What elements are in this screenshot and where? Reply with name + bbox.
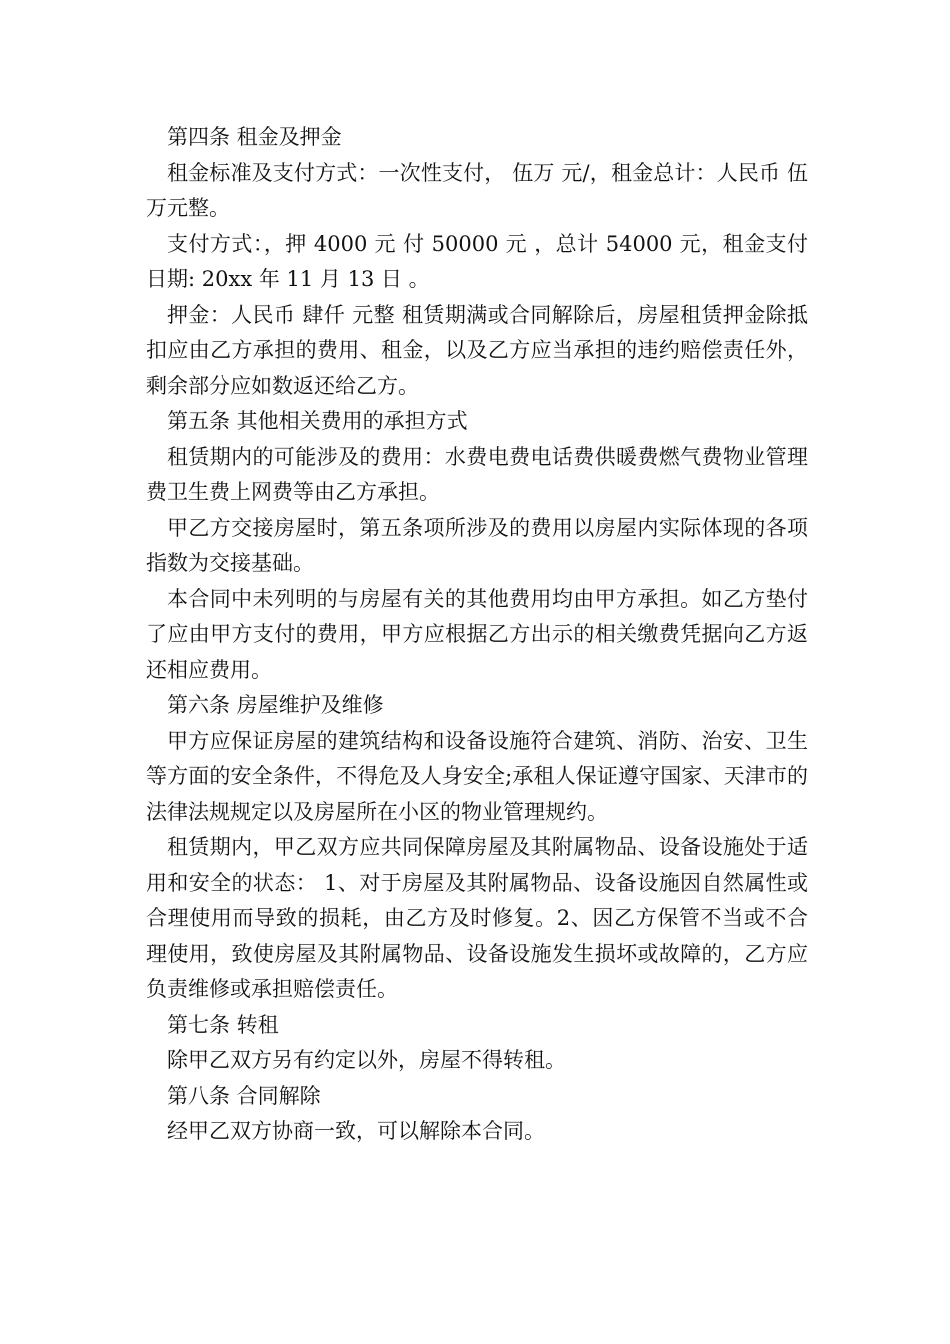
rent-standard-paragraph: 租金标准及支付方式：一次性支付， 伍万 元/，租金总计：人民币 伍万元整。	[146, 160, 808, 220]
deposit-paragraph: 押金：人民币 肆仟 元整 租赁期满或合同解除后，房屋租赁押金除抵扣应由乙方承担的费用、租金，以及乙方应当承担的违约赔偿责任外，剩余部分应如数返还给乙方。	[146, 302, 808, 398]
article-5-heading: 第五条 其他相关费用的承担方式	[167, 409, 468, 433]
article-8-heading: 第八条 合同解除	[167, 1083, 321, 1108]
maintenance-paragraph: 租赁期内，甲乙双方应共同保障房屋及其附属物品、设备设施处于适用和安全的状态： 1、对于房屋及其附属物品、设备设施因自然属性或合理使用而导致的损耗，由乙方及时修复。2、因乙方保管不当或不合理使用，致使房屋及其附属物品、设备设施发生损坏或故障的，乙方应负责维修或承担赔偿责任。	[146, 835, 808, 1001]
lease-fees-paragraph: 租赁期内的可能涉及的费用：水费电费电话费供暖费燃气费物业管理费卫生费上网费等由乙方承担。	[146, 444, 808, 504]
article-7-heading: 第七条 转租	[167, 1012, 279, 1037]
termination-paragraph: 经甲乙双方协商一致，可以解除本合同。	[167, 1119, 545, 1143]
handover-paragraph: 甲乙方交接房屋时，第五条项所涉及的费用以房屋内实际体现的各项指数为交接基础。	[146, 515, 808, 575]
other-fees-paragraph: 本合同中未列明的与房屋有关的其他费用均由甲方承担。如乙方垫付了应由甲方支付的费用，甲方应根据乙方出示的相关缴费凭据向乙方返还相应费用。	[146, 586, 808, 682]
sublease-paragraph: 除甲乙双方另有约定以外，房屋不得转租。	[167, 1048, 566, 1072]
article-4-heading: 第四条 租金及押金	[167, 125, 342, 149]
safety-paragraph: 甲方应保证房屋的建筑结构和设备设施符合建筑、消防、治安、卫生等方面的安全条件，不得危及人身安全;承租人保证遵守国家、天津市的法律法规规定以及房屋所在小区的物业管理规约。	[146, 728, 808, 824]
payment-method-paragraph: 支付方式：，押 4000 元 付 50000 元 ，总计 54000 元，租金支付日期: 20xx 年 11 月 13 日 。	[146, 231, 808, 291]
article-6-heading: 第六条 房屋维护及维修	[167, 693, 384, 717]
document-body	[146, 120, 808, 1150]
